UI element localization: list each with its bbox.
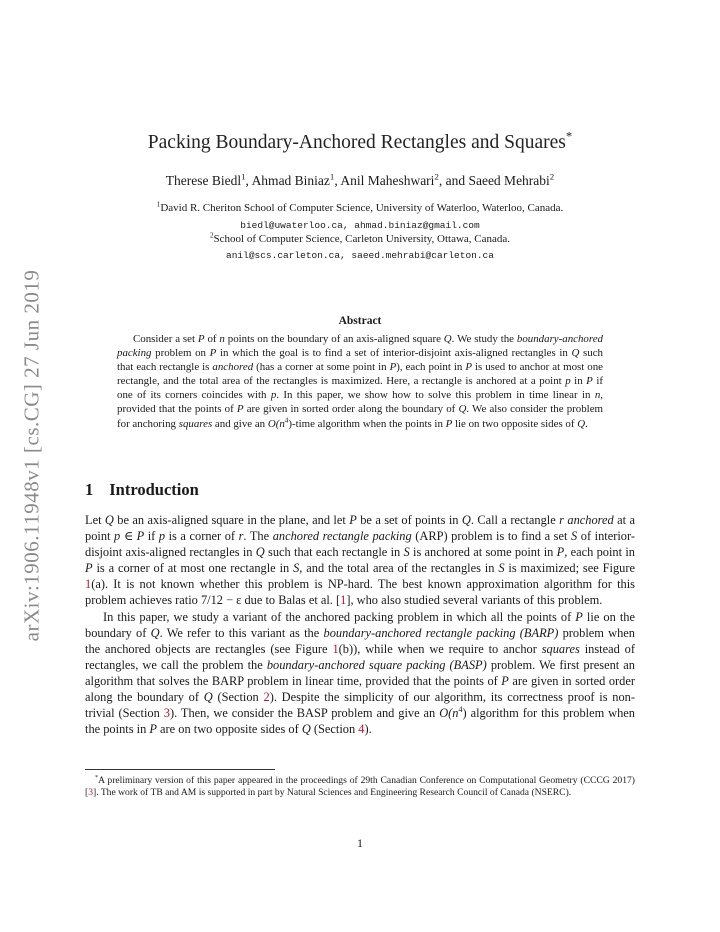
section-reference-link[interactable]: 2: [263, 690, 270, 705]
introduction-body: [85, 512, 635, 737]
abstract-body: Consider a set P of n points on the boundary of an axis-aligned square Q. We study the boundary-anchored packing problem on P in which the goal is to find a set of interior-disjoint axis-aligned rectangles in Q such that each rectangle is anchored (has a corner at some point in P), each point in P is used to anchor at most one rectangle, and the total area of the rectangles is maximized. Here, a rectangle is anchored at a point p in P if one of its corners coincides with p. In this paper, we show how to solve this problem in time linear in n, provided that the points of P are given in sorted order along the boundary of Q. We also consider the problem for anchoring squares and give an $O(n^4)$-time algorithm when the points in P lie on two opposite sides of Q.: [117, 333, 604, 430]
author-list: Therese Biedl$^1$, Ahmad Biniaz$^1$, Anil Maheshwari$^2$, and Saeed Mehrabi$^2$: [165, 171, 555, 188]
affiliation-carleton: $^2$School of Computer Science, Carleton University, Ottawa, Canada.: [209, 231, 511, 245]
affiliation-waterloo: $^1$David R. Cheriton School of Computer Science, University of Waterloo, Waterloo, Canada.: [156, 200, 564, 214]
paragraph: In this paper, we study a variant of the anchored packing problem in which all the points of P lie on the boundary of Q. We refer to this variant as the boundary-anchored rectangle packing (BARP) problem when the anchored objects are rectangles (see Figure 1(b)), while when we require to anchor squares instead of rectangles, we call the problem the boundary-anchored square packing (BASP) problem. We first present an algorithm that solves the BARP problem in linear time, provided that the points of P are given in sorted order along the boundary of Q (Section 2). Despite the simplicity of our algorithm, its correctness proof is non-trivial (Section 3). Then, we consider the BASP problem and give an $O(n^4)$ algorithm for this problem when the points in P are on two opposite sides of Q (Section 4).: [85, 609, 636, 737]
arxiv-identifier-stamp: [12, 250, 52, 660]
figure-reference-link[interactable]: 1: [332, 641, 339, 656]
email-carleton: anil@scs.carleton.ca, saeed.mehrabi@carleton.ca: [226, 250, 494, 261]
citation-link[interactable]: 3: [88, 787, 93, 799]
section-reference-link[interactable]: 4: [358, 722, 365, 737]
author-name: Saeed Mehrabi: [468, 173, 550, 188]
footnote-divider: [85, 769, 275, 770]
paper-title: Packing Boundary-Anchored Rectangles and Squares*: [147, 129, 573, 153]
email-waterloo: biedl@uwaterloo.ca, ahmad.biniaz@gmail.com: [240, 220, 480, 231]
citation-link[interactable]: 1: [340, 593, 347, 608]
footnote: *A preliminary version of this paper appeared in the proceedings of 29th Canadian Conference on Computational Geometry (CCCG 2017) [3]. The work of TB and AM is supported in part by Natural Sciences and Engineering Research Council of Canada (NSERC).: [85, 773, 635, 799]
section-reference-link[interactable]: 3: [163, 706, 170, 721]
arxiv-identifier-text: arXiv:1906.11948v1 [cs.CG] 27 Jun 2019: [19, 269, 44, 641]
paragraph: Let Q be an axis-aligned square in the plane, and let P be a set of points in Q. Call a rectangle r anchored at a point p ∈ P if p is a corner of r. The anchored rectangle packing (ARP) problem is to find a set S of interior-disjoint axis-aligned rectangles in Q such that each rectangle in S is anchored at some point in P, each point in P is a corner of at most one rectangle in S, and the total area of the rectangles in S is maximized; see Figure 1(a). It is not known whether this problem is NP-hard. The best known approximation algorithm for this problem achieves ratio 7/12 − ε due to Balas et al. [1], who also studied several variants of this problem.: [85, 513, 635, 608]
author-name: Therese Biedl: [165, 173, 242, 188]
section-heading-introduction: 1 Introduction: [85, 480, 199, 499]
author-name: Anil Maheshwari: [340, 173, 435, 188]
page-number: 1: [357, 836, 363, 850]
author-name: Ahmad Biniaz: [251, 173, 330, 188]
figure-reference-link[interactable]: 1: [85, 577, 92, 592]
abstract-heading: Abstract: [338, 315, 382, 327]
